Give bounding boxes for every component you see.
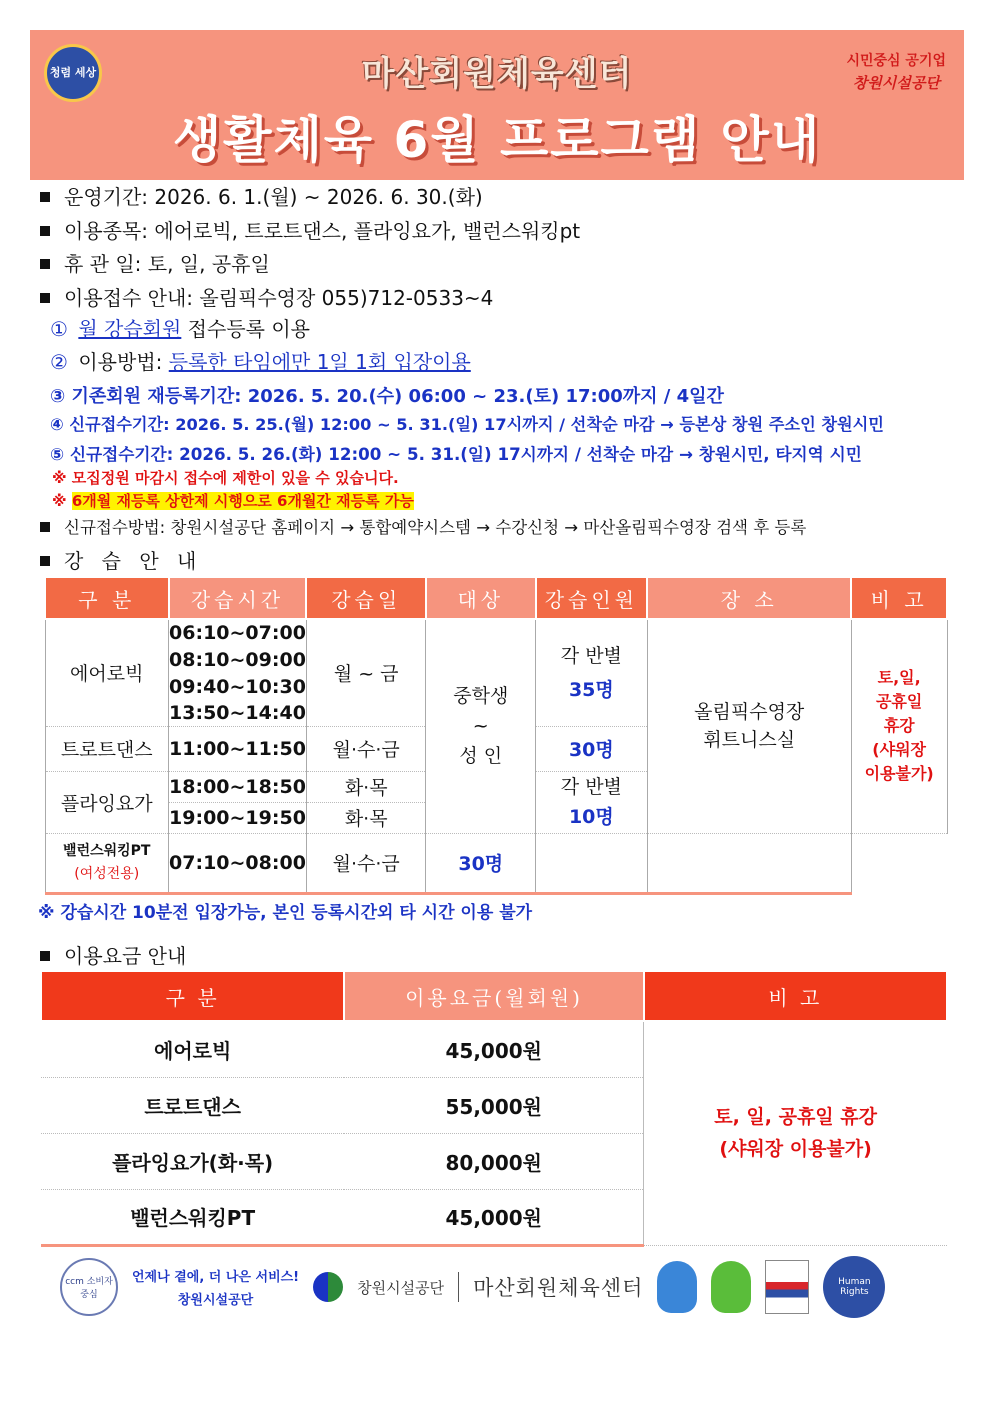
center-name: 마산회원체육센터	[361, 54, 633, 94]
info-note-1: ① 월 강습회원 접수등록 이용	[50, 317, 310, 341]
col-place: 장 소	[647, 577, 851, 619]
fee-price: 45,000원	[344, 1189, 643, 1245]
mascot-green-icon	[711, 1261, 751, 1313]
info-closed: 휴 관 일: 토, 일, 공휴일	[40, 248, 270, 277]
fee-price: 55,000원	[344, 1077, 643, 1133]
fee-price: 80,000원	[344, 1133, 643, 1189]
bullet-icon	[40, 951, 50, 961]
col-capacity: 강습인원	[536, 577, 648, 619]
days-cell: 월 ~ 금	[306, 619, 426, 726]
org-logo	[846, 50, 946, 93]
info-method: 신규접수방법: 창원시설공단 홈페이지 → 통합예약시스템 → 수강신청 → 마산올림픽수영장 검색 후 등록	[40, 514, 806, 538]
info-note-3: ③ 기존회원 재등록기간: 2026. 5. 20.(수) 06:00 ~ 23.(토) 17:00까지 / 4일간	[50, 386, 724, 407]
capacity-cell: 30명	[426, 833, 536, 893]
footer-slogan: 언제나 곁에, 더 나은 서비스! 창원시설공단	[132, 1270, 300, 1308]
fee-col-note: 비 고	[644, 971, 947, 1021]
certification-icon	[765, 1260, 809, 1314]
fee-program: 밸런스워킹PT	[41, 1189, 344, 1245]
info-note-4: ④ 신규접수기간: 2026. 5. 25.(월) 12:00 ~ 5. 31.(일) 17시까지 / 선착순 마감 → 등본상 창원 주소인 창원시민	[50, 415, 884, 434]
info-note-5: ⑤ 신규접수기간: 2026. 5. 26.(화) 12:00 ~ 5. 31.(일) 17시까지 / 선착순 마감 → 창원시민, 타지역 시민	[50, 444, 862, 464]
col-time: 강습시간	[169, 577, 307, 619]
schedule-footnote: ※ 강습시간 10분전 입장가능, 본인 등록시간외 타 시간 이용 불가	[38, 903, 533, 923]
bullet-icon	[40, 192, 50, 202]
bullet-icon	[40, 259, 50, 269]
fee-col-price: 이용요금(월회원)	[344, 971, 643, 1021]
time-cell: 19:00~19:50	[169, 802, 307, 833]
time-cell: 18:00~18:50	[169, 771, 307, 802]
page-title: 생활체육 6월 프로그램 안내	[172, 111, 822, 169]
notice-reregistration: ※ 6개월 재등록 상한제 시행으로 6개월간 재등록 가능	[52, 492, 414, 510]
class-schedule-table	[44, 576, 948, 895]
capacity-cell: 각 반별 10명	[536, 771, 648, 833]
capacity-cell: 30명	[536, 726, 648, 771]
fee-heading: 이용요금 안내	[40, 940, 186, 969]
fee-program: 플라잉요가(화·목)	[41, 1133, 344, 1189]
ccm-badge: ccm 소비자중심	[60, 1258, 118, 1316]
info-note-2: ② 이용방법: 등록한 타임에만 1일 1회 입장이용	[50, 350, 471, 374]
fee-table	[40, 970, 948, 1247]
time-cell: 13:50~14:40	[169, 700, 307, 726]
program-trot: 트로트댄스	[45, 726, 169, 771]
bullet-icon	[40, 226, 50, 236]
class-heading: 강 습 안 내	[40, 545, 202, 574]
place-cell-bottom	[536, 833, 648, 893]
org-mark-icon	[313, 1272, 343, 1302]
bullet-icon	[40, 522, 50, 532]
note-cell: 토,일, 공휴일 휴강 (샤워장 이용불가)	[851, 619, 947, 833]
col-days: 강습일	[306, 577, 426, 619]
divider	[458, 1272, 459, 1302]
info-contact: 이용접수 안내: 올림픽수영장 055)712-0533~4	[40, 282, 493, 311]
program-yoga: 플라잉요가	[45, 771, 169, 833]
human-rights-badge: Human Rights	[823, 1256, 885, 1318]
col-target: 대상	[426, 577, 536, 619]
org-name: 창원시설공단	[852, 74, 940, 92]
fee-col-category: 구 분	[41, 971, 344, 1021]
notice-capacity: ※ 모집정원 마감시 접수에 제한이 있을 수 있습니다.	[52, 469, 399, 487]
program-balance: 밸런스워킹PT (여성전용)	[45, 833, 169, 893]
mascot-blue-icon	[657, 1261, 697, 1313]
fee-note: 토, 일, 공휴일 휴강 (샤워장 이용불가)	[644, 1021, 947, 1245]
days-cell: 월·수·금	[306, 726, 426, 771]
note-cell-bottom	[647, 833, 851, 893]
time-cell: 06:10~07:00	[169, 619, 307, 646]
cheongryeom-logo: 청렴 세상	[44, 44, 102, 102]
time-cell: 09:40~10:30	[169, 673, 307, 700]
program-aerobic: 에어로빅	[45, 619, 169, 726]
info-items: 이용종목: 에어로빅, 트로트댄스, 플라잉요가, 밸런스워킹pt	[40, 215, 580, 244]
days-cell: 화·목	[306, 771, 426, 802]
target-cell: 중학생 ~ 성 인	[426, 619, 536, 833]
org-tagline: 시민중심 공기업	[846, 53, 946, 69]
table-row	[41, 1021, 947, 1077]
time-cell: 08:10~09:00	[169, 646, 307, 673]
footer-logos	[60, 1252, 930, 1322]
col-note: 비 고	[851, 577, 947, 619]
time-cell: 11:00~11:50	[169, 726, 307, 771]
table-row	[45, 833, 947, 893]
usage-method-link[interactable]: 등록한 타임에만 1일 1회 입장이용	[168, 350, 471, 374]
days-cell: 월·수·금	[306, 833, 426, 893]
footer-org: 창원시설공단	[357, 1278, 445, 1297]
fee-program: 에어로빅	[41, 1021, 344, 1077]
footer-center-name: 마산회원체육센터	[473, 1276, 644, 1300]
days-cell: 화·목	[306, 802, 426, 833]
monthly-member-link[interactable]: 월 강습회원	[78, 317, 182, 341]
col-category: 구 분	[45, 577, 169, 619]
fee-header-row	[41, 971, 947, 1021]
fee-program: 트로트댄스	[41, 1077, 344, 1133]
fee-price: 45,000원	[344, 1021, 643, 1077]
table-header-row	[45, 577, 947, 619]
header-banner	[30, 30, 964, 180]
capacity-cell: 각 반별 35명	[536, 619, 648, 726]
bullet-icon	[40, 556, 50, 566]
info-period: 운영기간: 2026. 6. 1.(월) ~ 2026. 6. 30.(화)	[40, 181, 483, 210]
bullet-icon	[40, 293, 50, 303]
table-row	[45, 619, 947, 646]
place-cell: 올림픽수영장 휘트니스실	[647, 619, 851, 833]
time-cell: 07:10~08:00	[169, 833, 307, 893]
